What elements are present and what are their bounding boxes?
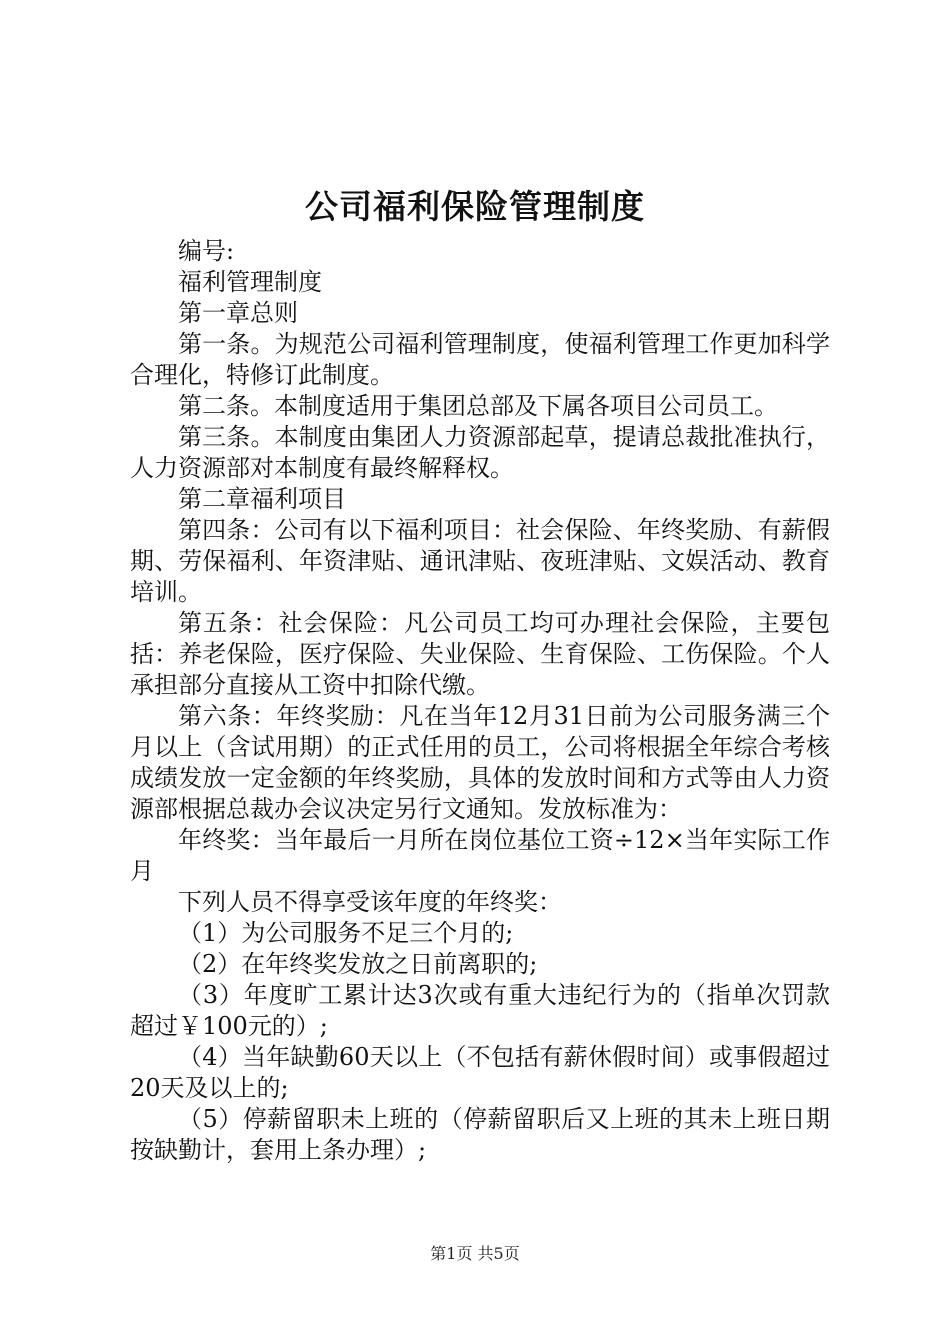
chapter-heading: 第二章福利项目 — [178, 485, 346, 513]
document-body — [130, 236, 830, 1166]
formula-paragraph: 年终奖：当年最后一月所在岗位基位工资÷12×当年实际工作月 — [130, 826, 830, 885]
article-paragraph: 第三条。本制度由集团人力资源部起草，提请总裁批准执行，人力资源部对本制度有最终解释权。 — [130, 423, 830, 482]
chapter-heading: 第一章总则 — [178, 299, 298, 327]
list-item: （5）停薪留职未上班的（停薪留职后又上班的其未上班日期按缺勤计，套用上条办理）; — [130, 1105, 830, 1164]
list-intro: 下列人员不得享受该年度的年终奖： — [178, 888, 562, 916]
list-item: （3）年度旷工累计达3次或有重大违纪行为的（指单次罚款超过￥100元的）; — [130, 981, 830, 1040]
page-number: 第1页 共5页 — [430, 1244, 520, 1263]
list-item: （2）在年终奖发放之日前离职的; — [178, 950, 538, 978]
list-item: （4）当年缺勤60天以上（不包括有薪休假时间）或事假超过20天及以上的; — [130, 1043, 830, 1102]
document-title: 公司福利保险管理制度 — [305, 187, 645, 226]
article-paragraph: 第五条：社会保险：凡公司员工均可办理社会保险，主要包括：养老保险，医疗保险、失业保险、生育保险、工伤保险。个人承担部分直接从工资中扣除代缴。 — [130, 609, 830, 699]
serial-number-line: 编号: — [178, 237, 235, 265]
list-item: （1）为公司服务不足三个月的; — [178, 919, 514, 947]
article-paragraph: 第二条。本制度适用于集团总部及下属各项目公司员工。 — [178, 392, 778, 420]
article-paragraph: 第六条：年终奖励：凡在当年12月31日前为公司服务满三个月以上（含试用期）的正式任用的员工，公司将根据全年综合考核成绩发放一定金额的年终奖励，具体的发放时间和方式等由人力资源部根据总裁办会议决定另行文通知。发放标准为： — [130, 702, 830, 823]
article-paragraph: 第一条。为规范公司福利管理制度，使福利管理工作更加科学合理化，特修订此制度。 — [130, 330, 830, 389]
article-paragraph: 第四条：公司有以下福利项目：社会保险、年终奖励、有薪假期、劳保福利、年资津贴、通讯津贴、夜班津贴、文娱活动、教育培训。 — [130, 516, 830, 606]
subtitle-line: 福利管理制度 — [178, 268, 322, 296]
